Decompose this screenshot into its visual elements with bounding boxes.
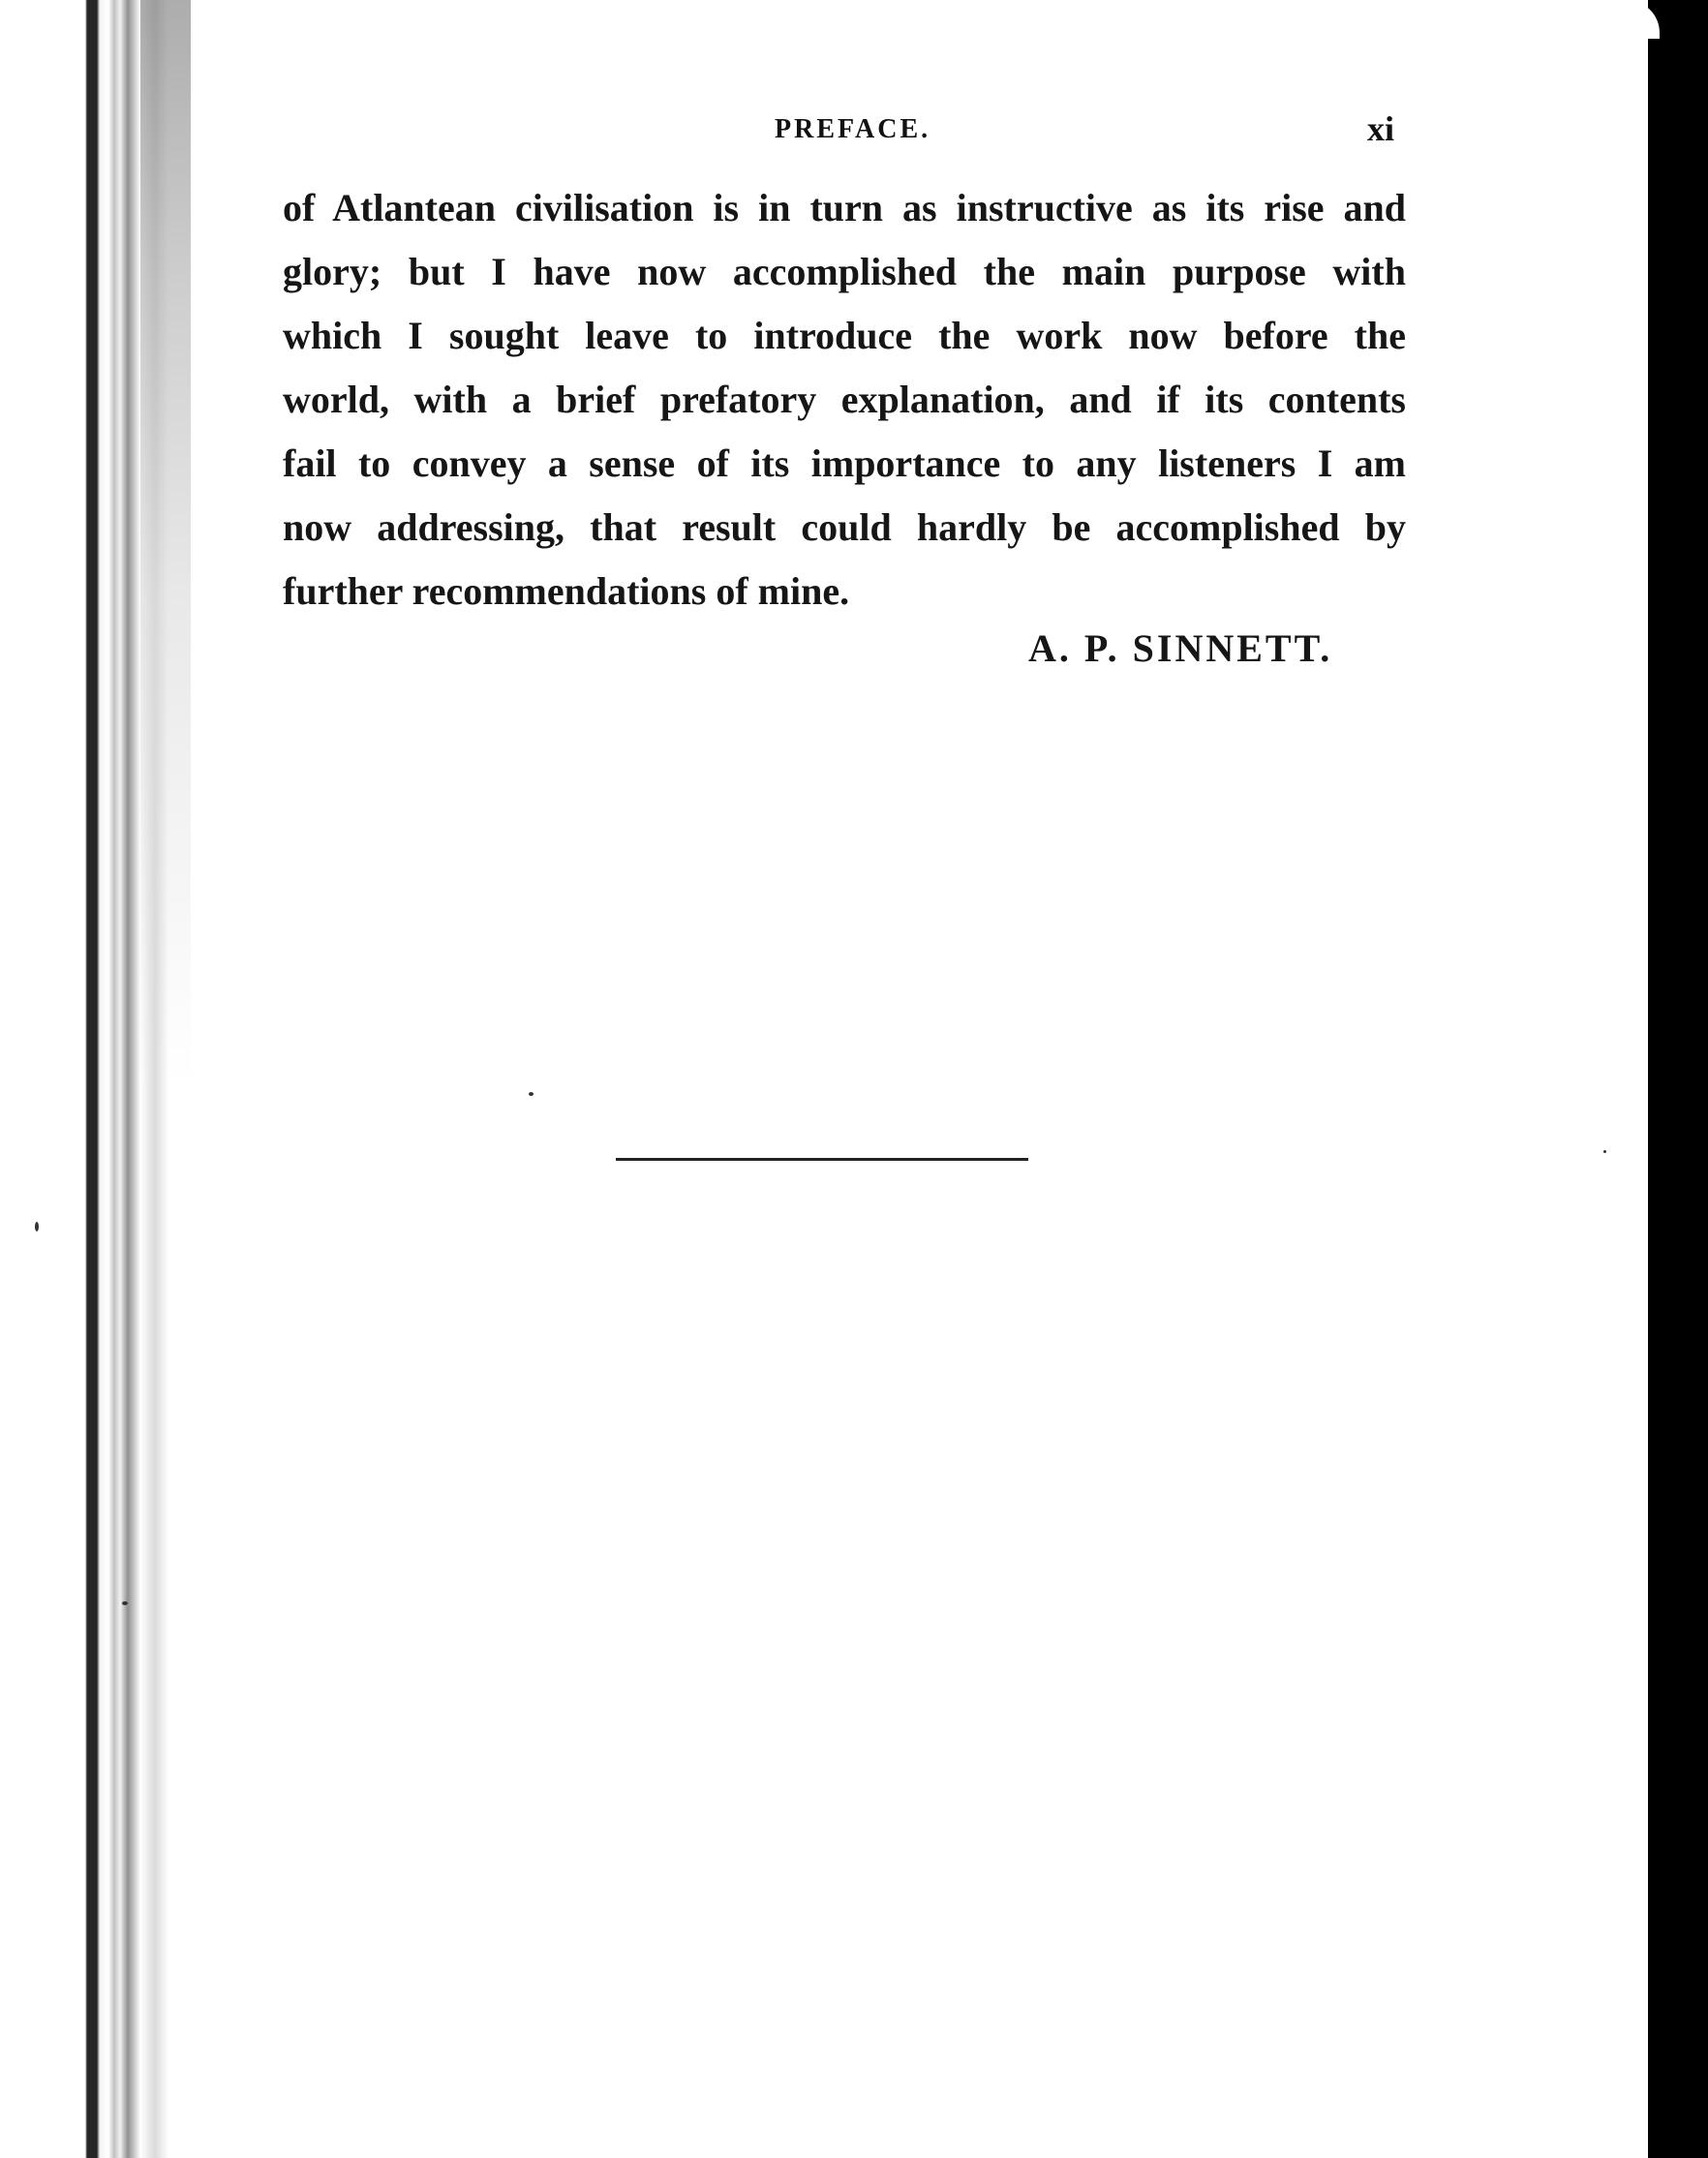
scan-speck xyxy=(529,1092,534,1096)
body-line: fail to convey a sense of its importance to any listeners I am xyxy=(283,441,1406,485)
author-signature: A. P. SINNETT. xyxy=(1028,626,1333,670)
body-line: now addressing, that result could hardly be accomplished by xyxy=(283,505,1406,549)
body-line: world, with a brief prefatory explanation, and if its contents xyxy=(283,378,1406,421)
page-number: xi xyxy=(1367,109,1395,148)
body-line: further recommendations of mine. xyxy=(283,569,850,613)
page-right-edge xyxy=(1648,0,1708,2158)
running-title: PREFACE. xyxy=(775,114,931,144)
page-binding-shadow xyxy=(140,0,191,1084)
section-rule xyxy=(616,1158,1028,1161)
body-line: which I sought leave to introduce the work now before the xyxy=(283,314,1406,357)
running-head xyxy=(0,108,1708,149)
body-paragraph xyxy=(283,176,1406,623)
body-line: of Atlantean civilisation is in turn as instructive as its rise and xyxy=(283,186,1406,229)
scan-speck xyxy=(35,1222,39,1231)
scan-speck xyxy=(122,1601,128,1605)
scan-speck xyxy=(1603,1150,1606,1153)
body-line: glory; but I have now accomplished the main purpose with xyxy=(283,250,1406,293)
